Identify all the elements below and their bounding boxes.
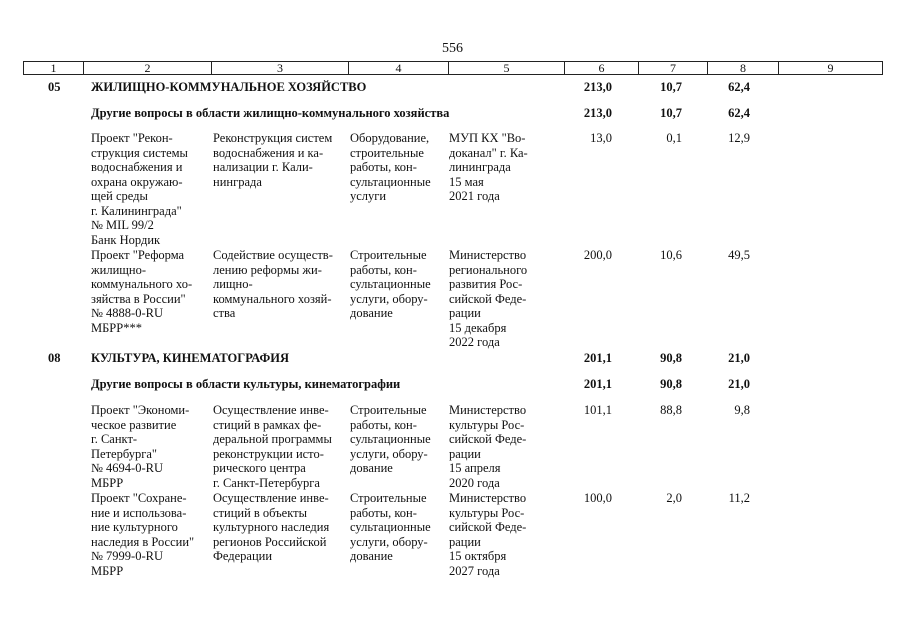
page-number: 556	[442, 41, 463, 56]
work-type-cell: Строительные работы, кон- сультационные услуги, обору- дование	[350, 403, 431, 475]
executor-cell: Министерство регионального развития Рос- сийской Феде- рации 15 декабря 2022 года	[449, 248, 528, 349]
executor-cell: МУП КХ "Во- доканал" г. Ка- лининграда 15 мая 2021 года	[449, 131, 528, 203]
work-type-cell: Строительные работы, кон- сультационные услуги, обору- дование	[350, 491, 431, 563]
value-col7: 0,1	[666, 131, 682, 145]
section-title: КУЛЬТУРА, КИНЕМАТОГРАФИЯ	[91, 351, 289, 365]
col-header-5: 5	[449, 62, 565, 74]
subsection-value-col7: 90,8	[660, 377, 682, 391]
col-header-6: 6	[565, 62, 639, 74]
col-header-1: 1	[24, 62, 84, 74]
value-col6: 13,0	[590, 131, 612, 145]
executor-cell: Министерство культуры Рос- сийской Феде- рации 15 октября 2027 года	[449, 491, 527, 578]
executor-cell: Министерство культуры Рос- сийской Феде- рации 15 апреля 2020 года	[449, 403, 527, 490]
section-value-col6: 213,0	[583, 80, 612, 94]
work-type-cell: Строительные работы, кон- сультационные услуги, обору- дование	[350, 248, 431, 320]
section-value-col7: 10,7	[660, 80, 682, 94]
section-title: ЖИЛИЩНО-КОММУНАЛЬНОЕ ХОЗЯЙСТВО	[91, 80, 367, 94]
section-value-col8: 21,0	[728, 351, 750, 365]
section-code: 05	[48, 80, 61, 94]
value-col7: 10,6	[660, 248, 682, 262]
subsection-value-col6: 213,0	[583, 106, 612, 120]
value-col6: 100,0	[583, 491, 612, 505]
goal-cell: Содействие осуществ- лению реформы жи- лищно- коммунального хозяй- ства	[213, 248, 333, 320]
column-header-row	[23, 61, 883, 75]
value-col7: 88,8	[660, 403, 682, 417]
subsection-title: Другие вопросы в области жилищно-коммунального хозяйства	[91, 106, 450, 120]
subsection-value-col8: 21,0	[728, 377, 750, 391]
section-value-col6: 201,1	[583, 351, 612, 365]
col-header-4: 4	[349, 62, 449, 74]
value-col6: 101,1	[583, 403, 612, 417]
project-cell: Проект "Экономи- ческое развитие г. Санкт- Петербурга" № 4694-0-RU МБРР	[91, 403, 190, 490]
section-code: 08	[48, 351, 61, 365]
goal-cell: Осуществление инве- стиций в рамках фе- деральной программы реконструкции исто- рического центра г. Санкт-Петербурга	[213, 403, 332, 490]
col-header-3: 3	[212, 62, 349, 74]
project-cell: Проект "Сохране- ние и использова- ние культурного наследия в России" № 7999-0-RU МБРР	[91, 491, 195, 578]
section-value-col7: 90,8	[660, 351, 682, 365]
project-cell: Проект "Рекон- струкция системы водоснабжения и охрана окружаю- щей среды г. Калининграда" № MIL 99/2 Банк Нордик	[91, 131, 188, 247]
value-col8: 9,8	[734, 403, 750, 417]
value-col7: 2,0	[666, 491, 682, 505]
subsection-title: Другие вопросы в области культуры, кинематографии	[91, 377, 401, 391]
goal-cell: Осуществление инве- стиций в объекты культурного наследия регионов Российской Федерации	[213, 491, 330, 563]
subsection-value-col8: 62,4	[728, 106, 750, 120]
col-header-2: 2	[84, 62, 212, 74]
goal-cell: Реконструкция систем водоснабжения и ка- нализации г. Кали- нинграда	[213, 131, 333, 189]
section-value-col8: 62,4	[728, 80, 750, 94]
col-header-8: 8	[708, 62, 779, 74]
work-type-cell: Оборудование, строительные работы, кон- сультационные услуги	[350, 131, 431, 203]
value-col8: 49,5	[728, 248, 750, 262]
col-header-9: 9	[827, 61, 834, 75]
value-col8: 12,9	[728, 131, 750, 145]
subsection-value-col7: 10,7	[660, 106, 682, 120]
value-col8: 11,2	[728, 491, 750, 505]
project-cell: Проект "Реформа жилищно- коммунального хо- зяйства в России" № 4888-0-RU МБРР***	[91, 248, 193, 335]
subsection-value-col6: 201,1	[583, 377, 612, 391]
value-col6: 200,0	[583, 248, 612, 262]
col-header-7: 7	[639, 62, 708, 74]
